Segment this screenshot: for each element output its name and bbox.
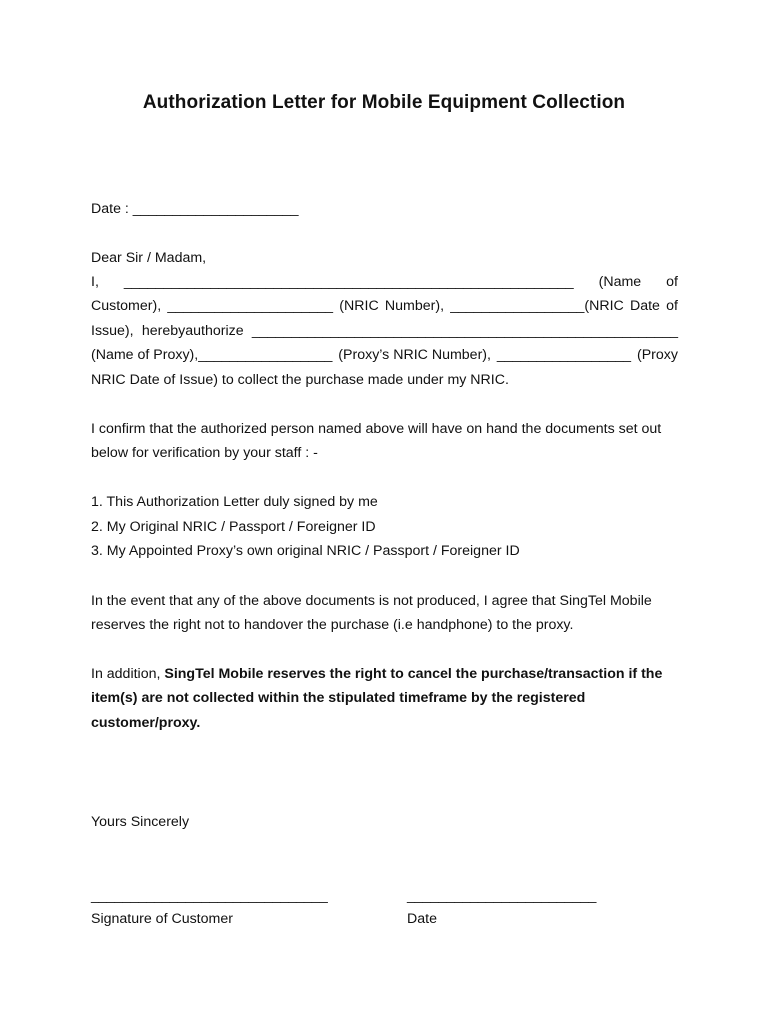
signature-date-label: Date [407, 911, 437, 927]
para4-prefix: In addition, [91, 666, 165, 682]
para2-line2: below for verification by your staff : - [91, 445, 318, 461]
document-title: Authorization Letter for Mobile Equipment Collection [142, 92, 626, 113]
para4-line1 [91, 664, 678, 684]
para1-line5: NRIC Date of Issue) to collect the purchase made under my NRIC. [91, 372, 509, 388]
para1-line1 [91, 272, 678, 292]
para1-line3 [91, 321, 678, 341]
para1-line2-word: Number), [384, 298, 445, 314]
para4-line2: item(s) are not collected within the stipulated timeframe by the registered [91, 690, 586, 706]
para1-line4-word: (Proxy [636, 347, 678, 363]
list-item: 2. My Original NRIC / Passport / Foreigner ID [91, 519, 376, 535]
proxy-nric-date-blank: _________________ [496, 347, 632, 363]
para1-line2-word: Date [629, 298, 660, 314]
proxy-name-blank: ______________________________________________________ [251, 323, 678, 339]
para1-line2 [91, 296, 678, 316]
para1-line2-word: of [666, 298, 678, 314]
customer-signature-line: ______________________________ [91, 888, 328, 904]
signature-date-line: ________________________ [407, 888, 597, 904]
para3-line1: In the event that any of the above documents is not produced, I agree that SingTel Mobile [91, 593, 652, 609]
date-line: Date : _____________________ [91, 201, 299, 217]
para2-line1: I confirm that the authorized person named above will have on hand the documents set out [91, 421, 662, 437]
para1-line1-word: I, [91, 274, 99, 290]
para3-line2: reserves the right not to handover the purchase (i.e handphone) to the proxy. [91, 617, 574, 633]
para4-bold-text: SingTel Mobile reserves the right to cancel the purchase/transaction if the [164, 666, 663, 682]
closing-text: Yours Sincerely [91, 814, 190, 830]
para1-line2-word: Customer), [91, 298, 162, 314]
para1-line3-word: Issue), [91, 323, 134, 339]
list-item: 3. My Appointed Proxy’s own original NRIC / Passport / Foreigner ID [91, 543, 520, 559]
para1-line4 [91, 345, 678, 365]
proxy-nric-label: (Proxy’s NRIC Number), [338, 347, 491, 363]
customer-signature-label: Signature of Customer [91, 911, 233, 927]
para4-line3: customer/proxy. [91, 715, 201, 731]
para1-line1-word: (Name [598, 274, 642, 290]
proxy-name-label: (Name of Proxy),_________________ [91, 347, 333, 363]
customer-name-blank: _________________________________________________________ [123, 274, 574, 290]
nric-number-blank: _____________________ [167, 298, 334, 314]
para1-line1-word: of [666, 274, 678, 290]
para1-line3-word: herebyauthorize [141, 323, 244, 339]
para1-line2-word: (NRIC [339, 298, 379, 314]
salutation: Dear Sir / Madam, [91, 250, 207, 266]
list-item: 1. This Authorization Letter duly signed by me [91, 494, 378, 510]
nric-date-blank: _________________(NRIC [450, 298, 624, 314]
